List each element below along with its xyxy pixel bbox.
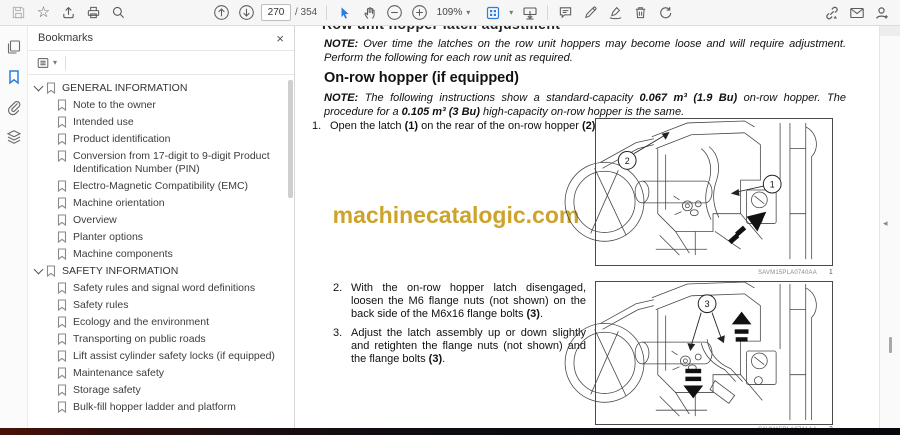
- up-arrow: [732, 312, 752, 342]
- chevron-down-icon[interactable]: [34, 82, 44, 92]
- bookmark-item[interactable]: [28, 263, 294, 280]
- down-arrow: [683, 369, 703, 399]
- main-toolbar: [0, 0, 900, 26]
- zoom-in-icon[interactable]: [407, 2, 432, 24]
- panel-scrollbar-thumb[interactable]: [288, 80, 293, 198]
- zoom-level-dropdown[interactable]: [434, 7, 470, 18]
- bookmark-item-label: Maintenance safety: [73, 367, 165, 379]
- step-item: 3. Adjust the latch assembly up or down slightly and retighten the flange nuts (not shown) and the flange bolts (3).: [333, 327, 586, 365]
- clipped-page-heading: [322, 26, 742, 32]
- bookmark-icon: [57, 350, 67, 362]
- svg-text:3: 3: [704, 299, 710, 310]
- trash-icon[interactable]: [628, 2, 653, 24]
- bookmarks-panel: [28, 26, 295, 428]
- navigation-rail: [0, 26, 28, 428]
- step-item: 2. With the on-row hopper latch disengaged, loosen the M6 flange nuts (not shown) on the back side of the M6x16 flange bolts (3).: [333, 282, 586, 320]
- bookmark-icon: [57, 282, 67, 294]
- bookmark-item[interactable]: [28, 131, 294, 148]
- bookmark-icon: [57, 299, 67, 311]
- bookmark-icon: [57, 197, 67, 209]
- bookmark-item[interactable]: [28, 297, 294, 314]
- bookmark-item-label: Ecology and the environment: [73, 316, 210, 328]
- bookmark-icon: [57, 401, 67, 413]
- bookmark-item[interactable]: [28, 246, 294, 263]
- search-icon[interactable]: [106, 2, 131, 24]
- collapse-left-icon[interactable]: ◂: [883, 218, 888, 228]
- bottom-edge-bar: [0, 428, 900, 435]
- bookmark-item[interactable]: [28, 195, 294, 212]
- fit-width-icon[interactable]: [517, 2, 542, 24]
- zoom-out-icon[interactable]: [382, 2, 407, 24]
- figure-caption: SAVM15PLA0740AA 1: [757, 269, 833, 276]
- svg-text:2: 2: [624, 155, 630, 166]
- document-page: [296, 26, 879, 428]
- pencil-annotate-icon[interactable]: [578, 2, 603, 24]
- bookmark-item-label: Note to the owner: [73, 99, 156, 111]
- bookmark-item[interactable]: [28, 229, 294, 246]
- page-display-mode-icon[interactable]: [480, 2, 505, 24]
- scrollbar-thumb[interactable]: [889, 337, 892, 353]
- bookmark-item-label: SAFETY INFORMATION: [62, 265, 179, 277]
- bookmark-item-label: Electro-Magnetic Compatibility (EMC): [73, 180, 249, 192]
- bookmarks-panel-title: Bookmarks: [38, 32, 94, 44]
- bookmarks-panel-icon[interactable]: [2, 64, 26, 90]
- bookmark-item-label: Conversion from 17-digit to 9-digit Product Identification Number (PIN): [73, 150, 270, 175]
- attachments-icon[interactable]: [2, 94, 26, 120]
- bookmark-item-label: Product identification: [73, 133, 171, 145]
- bookmark-options-icon[interactable]: [36, 56, 50, 70]
- figure-latch-adjustment: [595, 281, 833, 425]
- print-icon[interactable]: [81, 2, 106, 24]
- page-number-input[interactable]: [261, 4, 291, 21]
- bookmark-item[interactable]: [28, 80, 294, 97]
- section-heading: On-row hopper (if equipped): [324, 70, 519, 86]
- chevron-down-icon[interactable]: [34, 265, 44, 275]
- bookmark-item[interactable]: [28, 148, 294, 178]
- bookmark-item[interactable]: [28, 280, 294, 297]
- bookmark-icon: [57, 99, 67, 111]
- bookmark-item-label: Safety rules: [73, 299, 129, 311]
- page-total-label: / 354: [295, 7, 318, 18]
- bookmark-item[interactable]: [28, 178, 294, 195]
- callout-2: [618, 132, 669, 169]
- bookmark-item-label: Intended use: [73, 116, 134, 128]
- bookmark-icon: [57, 248, 67, 260]
- caret-down-icon: ▾: [466, 8, 471, 17]
- svg-text:1: 1: [769, 179, 775, 190]
- bookmark-icon: [57, 133, 67, 145]
- bookmark-icon: [57, 333, 67, 345]
- bookmark-item[interactable]: [28, 382, 294, 399]
- bookmark-icon: [57, 180, 67, 192]
- bookmark-item-label: Bulk-fill hopper ladder and platform: [73, 401, 236, 413]
- bookmark-item-label: Overview: [73, 214, 117, 226]
- divider: [65, 56, 66, 70]
- bookmark-item-label: Lift assist cylinder safety locks (if equipped): [73, 350, 275, 362]
- bookmark-icon: [57, 367, 67, 379]
- bookmark-item-label: Planter options: [73, 231, 144, 243]
- bookmark-item[interactable]: [28, 348, 294, 365]
- signature-icon[interactable]: [603, 2, 628, 24]
- save-icon[interactable]: [6, 2, 31, 24]
- bookmark-item-label: GENERAL INFORMATION: [62, 82, 188, 94]
- previous-page-icon[interactable]: [209, 2, 234, 24]
- shared-link-icon[interactable]: [819, 2, 844, 24]
- watermark-text: machinecatalogic.com: [332, 202, 580, 228]
- bookmark-item[interactable]: [28, 212, 294, 229]
- account-icon[interactable]: [869, 2, 894, 24]
- favorite-star-icon[interactable]: ☆: [36, 4, 51, 21]
- toolbar-separator: [326, 5, 327, 20]
- page-thumbnails-icon[interactable]: [2, 34, 26, 60]
- bookmark-item-label: Storage safety: [73, 384, 141, 396]
- select-tool-icon[interactable]: [332, 2, 357, 24]
- bookmark-item[interactable]: [28, 114, 294, 131]
- bookmark-item-label: Machine orientation: [73, 197, 165, 209]
- bookmarks-panel-toolbar: [28, 51, 294, 75]
- bookmark-icon: [46, 82, 56, 94]
- bookmark-item[interactable]: [28, 331, 294, 348]
- layers-icon[interactable]: [2, 124, 26, 150]
- share-upload-icon[interactable]: [56, 2, 81, 24]
- hand-tool-icon[interactable]: [357, 2, 382, 24]
- bookmark-icon: [57, 214, 67, 226]
- caret-down-icon[interactable]: ▾: [509, 8, 514, 17]
- email-icon[interactable]: [844, 2, 869, 24]
- bookmark-item[interactable]: [28, 365, 294, 382]
- rotate-icon[interactable]: [653, 2, 678, 24]
- next-page-icon[interactable]: [234, 2, 259, 24]
- bookmark-item[interactable]: [28, 399, 294, 416]
- bookmark-item-label: Machine components: [73, 248, 173, 260]
- bookmark-item-label: Safety rules and signal word definitions: [73, 282, 256, 294]
- bookmark-icon: [57, 316, 67, 328]
- bookmark-icon: [57, 231, 67, 243]
- caret-down-icon[interactable]: ▾: [53, 58, 58, 67]
- bookmark-icon: [46, 265, 56, 277]
- bookmark-icon: [57, 116, 67, 128]
- toolbar-separator: [547, 5, 548, 20]
- zoom-level-value: 109%: [436, 7, 463, 18]
- bookmark-item-label: Transporting on public roads: [73, 333, 206, 345]
- bookmark-item[interactable]: [28, 97, 294, 114]
- bookmark-icon: [57, 150, 67, 162]
- bookmark-item[interactable]: [28, 314, 294, 331]
- note-paragraph: NOTE: Over time the latches on the row unit hoppers may become loose and will require adjustment. Perform the following for each row unit as required.: [324, 38, 846, 64]
- bookmark-tree: [28, 75, 294, 428]
- figure-hopper-latch: [595, 118, 833, 266]
- scrollbar-top: [880, 26, 900, 36]
- comment-icon[interactable]: [553, 2, 578, 24]
- bookmark-icon: [57, 384, 67, 396]
- step-item: 1. Open the latch (1) on the rear of the on-row hopper (2): [312, 120, 596, 132]
- bookmarks-panel-header: [28, 26, 294, 51]
- document-scrollbar[interactable]: [879, 26, 900, 428]
- close-icon[interactable]: ×: [276, 30, 284, 46]
- note-paragraph: NOTE: The following instructions show a standard-capacity 0.067 m³ (1.9 Bu) on-row hopper. The procedure for a 0.105 m³ (3 Bu) high-capacity on-row hopper is the same.: [324, 92, 846, 118]
